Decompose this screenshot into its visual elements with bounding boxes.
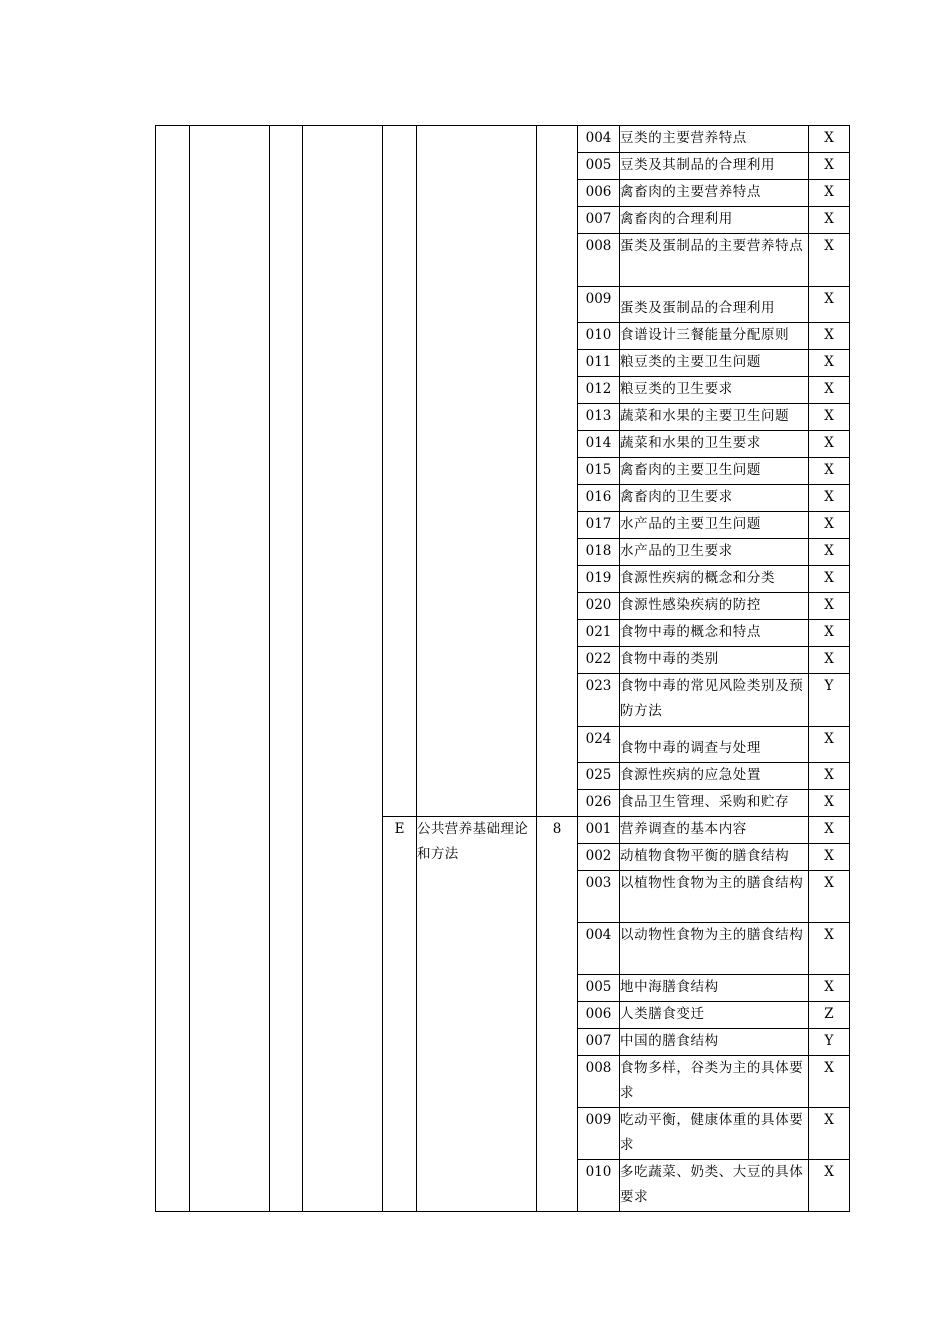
item-code: 002 [578,844,620,871]
item-code: 007 [578,1029,620,1056]
item-text: 禽畜肉的主要营养特点 [620,180,809,207]
item-mark: X [809,871,850,923]
item-mark: X [809,1056,850,1108]
item-code: 024 [578,727,620,763]
item-mark: X [809,593,850,620]
item-text: 食物多样，谷类为主的具体要求 [620,1056,809,1108]
item-text: 豆类的主要营养特点 [620,126,809,153]
item-text: 食物中毒的概念和特点 [620,620,809,647]
item-code: 003 [578,871,620,923]
item-mark: X [809,539,850,566]
item-text: 食物中毒的常见风险类别及预防方法 [620,674,809,727]
item-text: 吃动平衡，健康体重的具体要求 [620,1108,809,1160]
item-text: 食源性疾病的概念和分类 [620,566,809,593]
item-text: 水产品的主要卫生问题 [620,512,809,539]
item-text: 粮豆类的卫生要求 [620,377,809,404]
item-mark: Y [809,1029,850,1056]
item-text: 食物中毒的调查与处理 [620,727,809,763]
item-mark: X [809,844,850,871]
item-text: 蛋类及蛋制品的主要营养特点 [620,234,809,287]
item-text: 禽畜肉的卫生要求 [620,485,809,512]
item-code: 010 [578,323,620,350]
item-mark: X [809,620,850,647]
item-text: 以动物性食物为主的膳食结构 [620,923,809,975]
item-mark: X [809,1108,850,1160]
empty-cell [190,126,270,1212]
item-code: 017 [578,512,620,539]
item-text: 动植物食物平衡的膳食结构 [620,844,809,871]
item-text: 以植物性食物为主的膳食结构 [620,871,809,923]
item-code: 015 [578,458,620,485]
item-code: 006 [578,1002,620,1029]
item-text: 粮豆类的主要卫生问题 [620,350,809,377]
item-mark: X [809,923,850,975]
item-text: 食物中毒的类别 [620,647,809,674]
syllabus-table [155,125,850,1212]
item-text: 蛋类及蛋制品的合理利用 [620,287,809,323]
item-text: 豆类及其制品的合理利用 [620,153,809,180]
item-text: 人类膳食变迁 [620,1002,809,1029]
item-code: 018 [578,539,620,566]
item-text: 地中海膳食结构 [620,975,809,1002]
item-mark: X [809,727,850,763]
item-text: 多吃蔬菜、奶类、大豆的具体要求 [620,1160,809,1212]
item-code: 008 [578,1056,620,1108]
item-code: 011 [578,350,620,377]
item-mark: X [809,512,850,539]
item-mark: Z [809,1002,850,1029]
item-mark: X [809,431,850,458]
item-mark: Y [809,674,850,727]
item-text: 食品卫生管理、采购和贮存 [620,790,809,817]
section-e-title: 公共营养基础理论和方法 [417,817,537,1212]
item-mark: X [809,485,850,512]
item-code: 016 [578,485,620,512]
section-d-letter [383,126,417,817]
item-code: 007 [578,207,620,234]
item-code: 025 [578,763,620,790]
section-d-weight [537,126,578,817]
item-mark: X [809,180,850,207]
item-code: 006 [578,180,620,207]
item-mark: X [809,234,850,287]
item-code: 001 [578,817,620,844]
item-code: 023 [578,674,620,727]
item-code: 010 [578,1160,620,1212]
item-code: 026 [578,790,620,817]
item-mark: X [809,287,850,323]
item-code: 014 [578,431,620,458]
item-mark: X [809,126,850,153]
item-code: 021 [578,620,620,647]
item-mark: X [809,153,850,180]
item-text: 食源性感染疾病的防控 [620,593,809,620]
section-e-letter: E [383,817,417,1212]
item-code: 005 [578,153,620,180]
item-mark: X [809,207,850,234]
item-mark: X [809,763,850,790]
section-d-title [417,126,537,817]
item-text: 禽畜肉的主要卫生问题 [620,458,809,485]
item-mark: X [809,790,850,817]
item-text: 食谱设计三餐能量分配原则 [620,323,809,350]
item-code: 009 [578,1108,620,1160]
section-e-weight: 8 [537,817,578,1212]
item-mark: X [809,323,850,350]
item-mark: X [809,404,850,431]
empty-cell [303,126,383,1212]
item-mark: X [809,817,850,844]
item-code: 012 [578,377,620,404]
item-code: 009 [578,287,620,323]
empty-cell [156,126,190,1212]
item-mark: X [809,1160,850,1212]
item-mark: X [809,377,850,404]
item-text: 蔬菜和水果的主要卫生问题 [620,404,809,431]
item-mark: X [809,458,850,485]
item-text: 禽畜肉的合理利用 [620,207,809,234]
item-text: 水产品的卫生要求 [620,539,809,566]
item-code: 004 [578,126,620,153]
item-text: 蔬菜和水果的卫生要求 [620,431,809,458]
item-text: 中国的膳食结构 [620,1029,809,1056]
item-mark: X [809,647,850,674]
item-code: 005 [578,975,620,1002]
item-code: 019 [578,566,620,593]
item-code: 013 [578,404,620,431]
item-mark: X [809,975,850,1002]
item-code: 020 [578,593,620,620]
item-text: 营养调查的基本内容 [620,817,809,844]
item-text: 食源性疾病的应急处置 [620,763,809,790]
item-code: 022 [578,647,620,674]
item-code: 004 [578,923,620,975]
empty-cell [270,126,303,1212]
item-mark: X [809,566,850,593]
item-mark: X [809,350,850,377]
item-code: 008 [578,234,620,287]
